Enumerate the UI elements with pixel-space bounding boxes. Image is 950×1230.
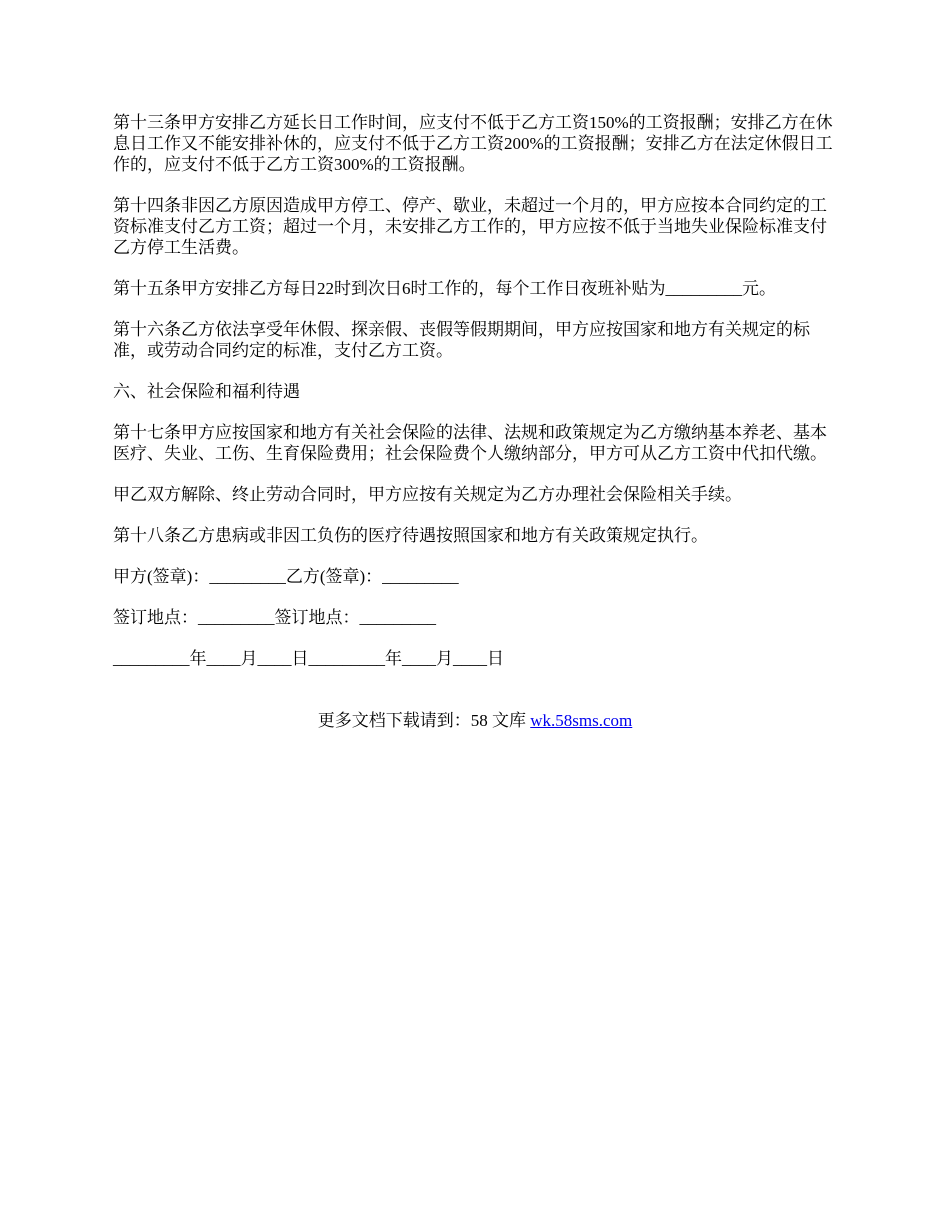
- clause-18: 第十八条乙方患病或非因工负伤的医疗待遇按照国家和地方有关政策规定执行。: [113, 526, 708, 545]
- clause-13: 第十三条甲方安排乙方延长日工作时间，应支付不低于乙方工资150%的工资报酬；安排乙方在休息日工作又不能安排补休的，应支付不低于乙方工资200%的工资报酬；安排乙方在法定休假日工作的，应支付不低于乙方工资300%的工资报酬。: [113, 113, 833, 174]
- clause-16: 第十六条乙方依法享受年休假、探亲假、丧假等假期期间，甲方应按国家和地方有关规定的标准，或劳动合同约定的标准，支付乙方工资。: [113, 320, 810, 360]
- section-heading-social-insurance: 六、社会保险和福利待遇: [113, 382, 300, 401]
- date-line: _________年____月____日_________年____月____日: [113, 649, 504, 668]
- footer: [0, 710, 950, 731]
- clause-15: 第十五条甲方安排乙方每日22时到次日6时工作的，每个工作日夜班补贴为_________元。: [113, 279, 776, 298]
- footer-link[interactable]: wk.58sms.com: [530, 711, 633, 730]
- clause-17: 第十七条甲方应按国家和地方有关社会保险的法律、法规和政策规定为乙方缴纳基本养老、基本医疗、失业、工伤、生育保险费用；社会保险费个人缴纳部分，甲方可从乙方工资中代扣代缴。: [113, 423, 827, 463]
- signing-location-line: 签订地点：_________签订地点：_________: [113, 608, 436, 627]
- document-body: [113, 112, 843, 689]
- signature-line: 甲方(签章)：_________乙方(签章)：_________: [113, 567, 459, 586]
- clause-termination-insurance: 甲乙双方解除、终止劳动合同时，甲方应按有关规定为乙方办理社会保险相关手续。: [113, 485, 742, 504]
- footer-text: 更多文档下载请到：58 文库: [317, 711, 531, 730]
- clause-14: 第十四条非因乙方原因造成甲方停工、停产、歇业，未超过一个月的，甲方应按本合同约定的工资标准支付乙方工资；超过一个月，未安排乙方工作的，甲方应按不低于当地失业保险标准支付乙方停工生活费。: [113, 196, 827, 257]
